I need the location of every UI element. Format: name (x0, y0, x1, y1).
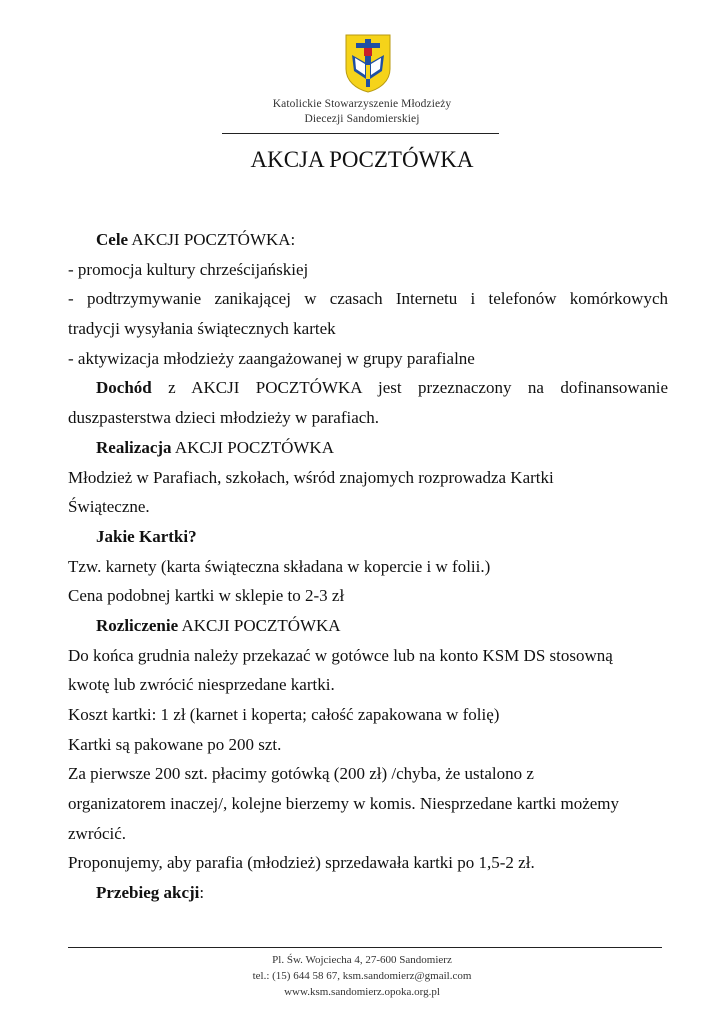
footer-address: Pl. Św. Wojciecha 4, 27-600 Sandomierz (272, 954, 452, 966)
document-body (68, 225, 668, 908)
goals-heading (68, 225, 668, 255)
income-continuation: duszpasterstwa dzieci młodzieży w parafiach. (68, 408, 380, 428)
course-colon: : (199, 883, 205, 903)
payment-text: zwrócić. (68, 823, 127, 843)
goal-item: - podtrzymywanie zanikającej w czasach Internetu i telefonów komórkowych (68, 289, 668, 309)
goal-item: - promocja kultury chrześcijańskiej (68, 259, 309, 279)
realization-text: Młodzież w Parafiach, szkołach, wśród znajomych rozprowadza Kartki (68, 467, 554, 487)
settlement-label: Rozliczenie (96, 615, 179, 635)
cards-text: Cena podobnej kartki w sklepie to 2-3 zł (68, 586, 345, 606)
diocese-name: Diecezji Sandomierskiej (304, 113, 420, 125)
realization-text: Świąteczne. (68, 497, 150, 517)
payment-text: organizatorem inaczej/, kolejne bierzemy w komis. Niesprzedane kartki możemy (68, 794, 620, 814)
realization-heading (68, 433, 668, 463)
course-label: Przebieg akcji (96, 883, 200, 903)
goals-heading-text: AKCJI POCZTÓWKA: (128, 230, 296, 249)
settlement-text: kwotę lub zwrócić niesprzedane kartki. (68, 675, 335, 695)
settlement-heading-text: AKCJI POCZTÓWKA (178, 615, 341, 635)
ksm-emblem-icon (344, 33, 392, 93)
footer-website: www.ksm.sandomierz.opoka.org.pl (284, 986, 440, 998)
cards-heading: Jakie Kartki? (96, 526, 197, 546)
goal-item: - aktywizacja młodzieży zaangażowanej w grupy parafialne (68, 348, 475, 368)
payment-text: Za pierwsze 200 szt. płacimy gotówką (200 zł) /chyba, że ustalono z (68, 764, 534, 784)
realization-heading-text: AKCJI POCZTÓWKA (171, 437, 334, 457)
course-heading (68, 878, 668, 908)
packing-text: Kartki są pakowane po 200 szt. (68, 734, 282, 754)
goal-item-continuation: tradycji wysyłania świątecznych kartek (68, 319, 336, 339)
income-paragraph (68, 373, 668, 403)
settlement-text: Do końca grudnia należy przekazać w gotówce lub na konto KSM DS stosowną (68, 645, 613, 665)
income-label: Dochód (96, 378, 152, 398)
goals-label: Cele (96, 230, 129, 249)
proposal-text: Proponujemy, aby parafia (młodzież) sprzedawała kartki po 1,5-2 zł. (68, 853, 535, 873)
income-text: z AKCJI POCZTÓWKA jest przeznaczony na dofinansowanie (151, 378, 668, 398)
footer-divider (68, 947, 662, 948)
cost-text: Koszt kartki: 1 zł (karnet i koperta; całość zapakowana w folię) (68, 705, 500, 724)
realization-label: Realizacja (96, 437, 172, 457)
cards-text: Tzw. karnety (karta świąteczna składana w kopercie i w folii.) (68, 556, 491, 576)
organization-name: Katolickie Stowarzyszenie Młodzieży (272, 98, 452, 110)
settlement-heading (68, 611, 668, 641)
footer-contact: tel.: (15) 644 58 67, ksm.sandomierz@gmail.com (252, 970, 472, 982)
page-title: AKCJA POCZTÓWKA (250, 147, 474, 172)
header-divider (222, 133, 499, 134)
